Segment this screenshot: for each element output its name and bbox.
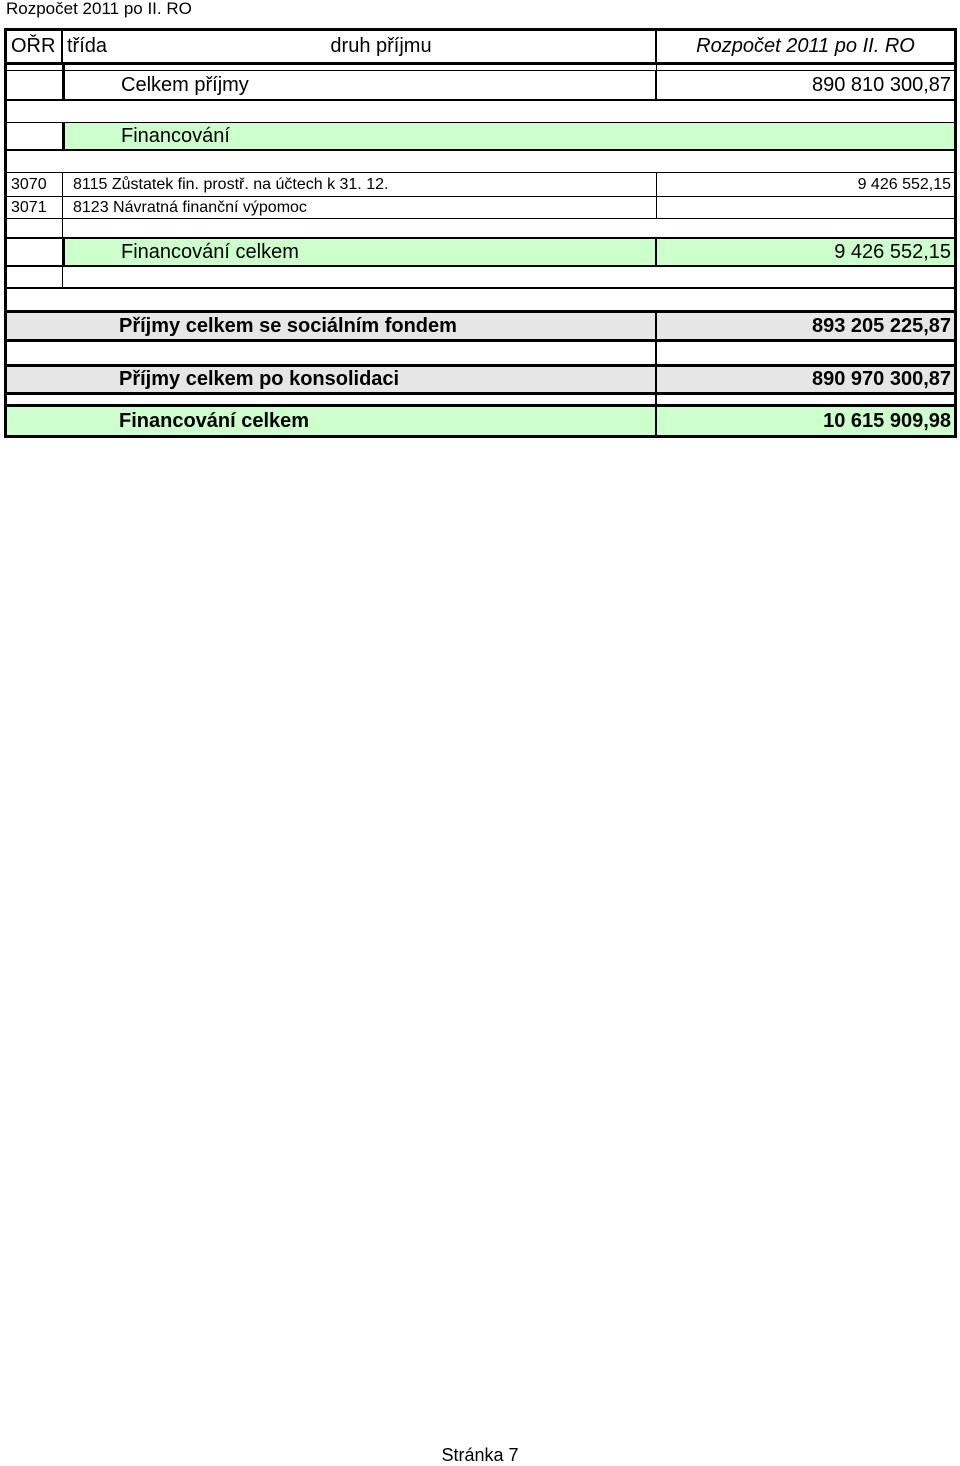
- financovani-celkem-final-label: Financování celkem: [7, 407, 657, 435]
- header-rozpocet: Rozpočet 2011 po II. RO: [696, 35, 915, 57]
- orr-cell: [7, 267, 63, 287]
- prijmy-konsolidace-label: Příjmy celkem po konsolidaci: [7, 367, 657, 392]
- row-orr: 3070: [7, 173, 63, 196]
- row-orr: 3071: [7, 197, 63, 218]
- blank-cell: [7, 395, 657, 404]
- blank-row: [7, 395, 954, 407]
- row-description: 8115 Zůstatek fin. prostř. na účtech k 31. 12.: [63, 173, 657, 196]
- celkem-prijmy-row: [7, 71, 954, 101]
- spacer-cell: [7, 65, 63, 70]
- blank-cell: [7, 342, 657, 364]
- blank-row: [7, 267, 954, 289]
- financovani-heading: Financování: [63, 123, 954, 149]
- budget-table: [4, 28, 957, 438]
- financovani-heading-row: [7, 123, 954, 151]
- spacer-cell: [63, 65, 657, 70]
- header-druh-prijmu: druh příjmu: [267, 31, 657, 62]
- prijmy-socialni-value: 893 205 225,87: [811, 314, 951, 337]
- financovani-celkem-row: [7, 239, 954, 267]
- financovani-celkem-final-value: 10 615 909,98: [823, 409, 951, 432]
- header-orr: OŘR: [7, 31, 63, 62]
- prijmy-konsolidace-row: [7, 367, 954, 395]
- table-row: [7, 197, 954, 219]
- celkem-prijmy-label: Celkem příjmy: [63, 71, 657, 99]
- blank-row: [7, 342, 954, 367]
- celkem-prijmy-value: 890 810 300,87: [811, 73, 951, 96]
- orr-cell: [7, 123, 63, 149]
- table-row: [7, 173, 954, 197]
- orr-cell: [7, 71, 63, 99]
- page-header: Rozpočet 2011 po II. RO: [6, 0, 192, 18]
- prijmy-socialni-row: [7, 313, 954, 342]
- row-description: 8123 Návratná finanční výpomoc: [63, 197, 657, 218]
- financovani-celkem-label: Financování celkem: [63, 239, 657, 265]
- row-value: 9 426 552,15: [857, 175, 951, 193]
- row-value: [657, 197, 954, 218]
- prijmy-konsolidace-value: 890 970 300,87: [811, 368, 951, 390]
- table-header-row: [7, 31, 954, 65]
- blank-row: [7, 219, 954, 239]
- orr-cell: [7, 219, 63, 237]
- prijmy-socialni-label: Příjmy celkem se sociálním fondem: [7, 313, 657, 339]
- header-trida: třída: [67, 35, 108, 57]
- page-footer: Stránka 7: [441, 1445, 519, 1465]
- financovani-celkem-final-row: [7, 407, 954, 435]
- financovani-celkem-value: 9 426 552,15: [834, 240, 951, 263]
- blank-row: [7, 151, 954, 173]
- blank-row: [7, 289, 954, 313]
- blank-row: [7, 101, 954, 123]
- orr-cell: [7, 239, 63, 265]
